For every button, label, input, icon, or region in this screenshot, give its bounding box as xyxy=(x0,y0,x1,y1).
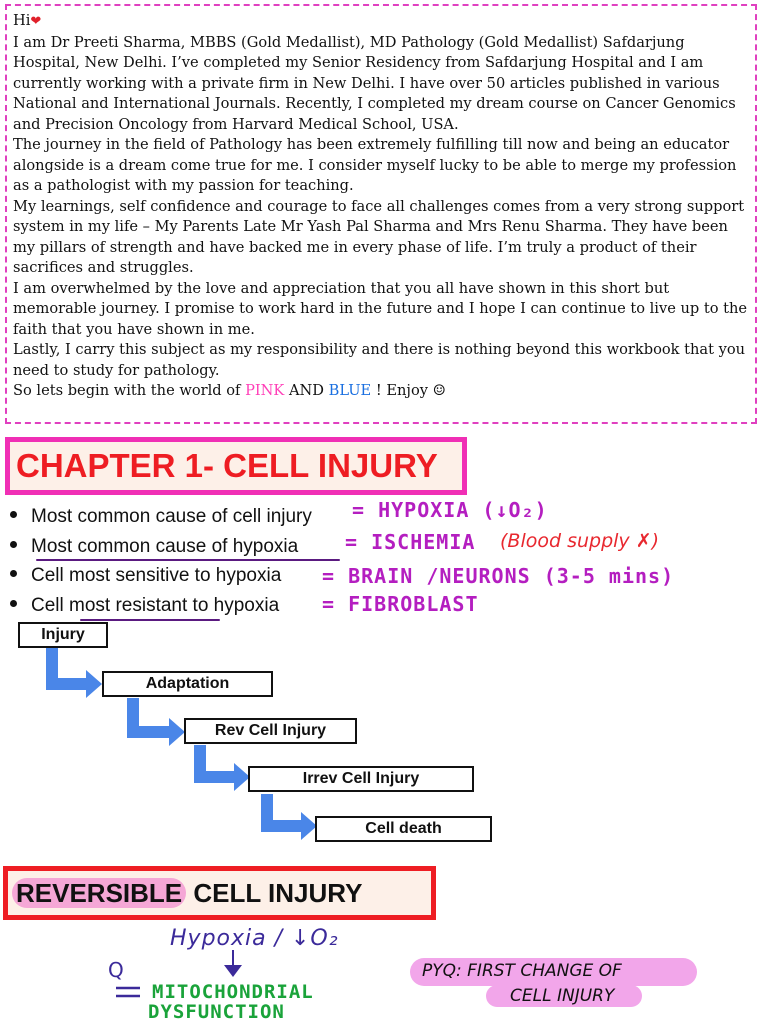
intro-paragraph-3: My learnings, self confidence and courage to face all challenges comes from a very strong support system in my life – My Parents Late Mr Yash Pal Sharma and Mrs Renu Sharma. They have been my pillars of strength and have backed me in every phase of life. I’m truly a product of their sacrifices and struggles. xyxy=(13,197,745,276)
intro-paragraph-5: Lastly, I carry this subject as my responsibility and there is nothing beyond this workbook that you need to study for pathology. xyxy=(13,341,746,379)
note-question-mark: Q xyxy=(108,958,125,982)
chapter-title: CHAPTER 1- CELL INJURY xyxy=(5,437,467,495)
bullet-text: Most common cause of cell injury xyxy=(31,506,312,527)
note-mitochondrial: MITOCHONDRIAL xyxy=(152,981,314,1003)
intro-paragraph-2: The journey in the field of Pathology has been extremely fulfilling till now and being an educator alongside is a dream come true for me. I consider myself lucky to be able to merge my profession as a pathologist with my passion for teaching. xyxy=(13,136,737,194)
flow-irrev-cell-injury: Irrev Cell Injury xyxy=(248,766,474,792)
note-fibroblast: = FIBROBLAST xyxy=(322,592,479,616)
note-hypoxia-o2: Hypoxia / ↓O₂ xyxy=(170,926,339,951)
closing-pink: PINK xyxy=(245,382,285,399)
note-dysfunction: DYSFUNCTION xyxy=(148,1001,285,1023)
heart-icon: ❤ xyxy=(30,14,42,29)
equals-icon xyxy=(116,988,140,996)
closing-and: AND xyxy=(284,382,329,399)
closing-enjoy: ! Enjoy ☺ xyxy=(371,382,446,399)
reversible-title-highlight: REVERSIBLE xyxy=(12,878,186,908)
pyq-note: PYQ: FIRST CHANGE OF xyxy=(422,961,622,981)
note-hypoxia: = HYPOXIA (↓O₂) xyxy=(352,498,548,522)
flow-adaptation: Adaptation xyxy=(102,671,273,697)
pyq-note-2: CELL INJURY xyxy=(510,986,615,1006)
note-brain: = BRAIN /NEURONS (3-5 mins) xyxy=(322,564,675,588)
bullet-text: Cell most resistant to hypoxia xyxy=(31,595,280,616)
greeting-text: Hi xyxy=(13,12,31,29)
note-blood-supply: (Blood supply ✗) xyxy=(500,530,660,552)
closing-blue: BLUE xyxy=(328,382,372,399)
bullet-text: Most common cause of hypoxia xyxy=(31,536,299,557)
reversible-title-rest: CELL INJURY xyxy=(186,878,363,908)
intro-paragraph-1: I am Dr Preeti Sharma, MBBS (Gold Medallist), MD Pathology (Gold Medallist) Safdarjung Hospital, New Delhi. I’ve completed my Senior Residency from Safdarjung Hospital and I am currently working with a private firm in New Delhi. I have over 50 articles published in various National and International Journals. Recently, I completed my dream course on Cancer Genomics and Precision Oncology from Harvard Medical School, USA. xyxy=(13,33,736,133)
flow-injury: Injury xyxy=(18,622,108,648)
intro-paragraph-4: I am overwhelmed by the love and appreciation that you all have shown in this short but memorable journey. I promise to work hard in the future and I hope I can continue to live up to the faith that you have shown in me. xyxy=(13,279,748,338)
closing-text: So lets begin with the world of xyxy=(13,382,246,399)
bullet-text: Cell most sensitive to hypoxia xyxy=(31,565,282,586)
flow-rev-cell-injury: Rev Cell Injury xyxy=(184,718,357,744)
flow-cell-death: Cell death xyxy=(315,816,492,842)
note-ischemia: = ISCHEMIA xyxy=(345,530,476,554)
arrowhead-icon xyxy=(224,965,242,977)
